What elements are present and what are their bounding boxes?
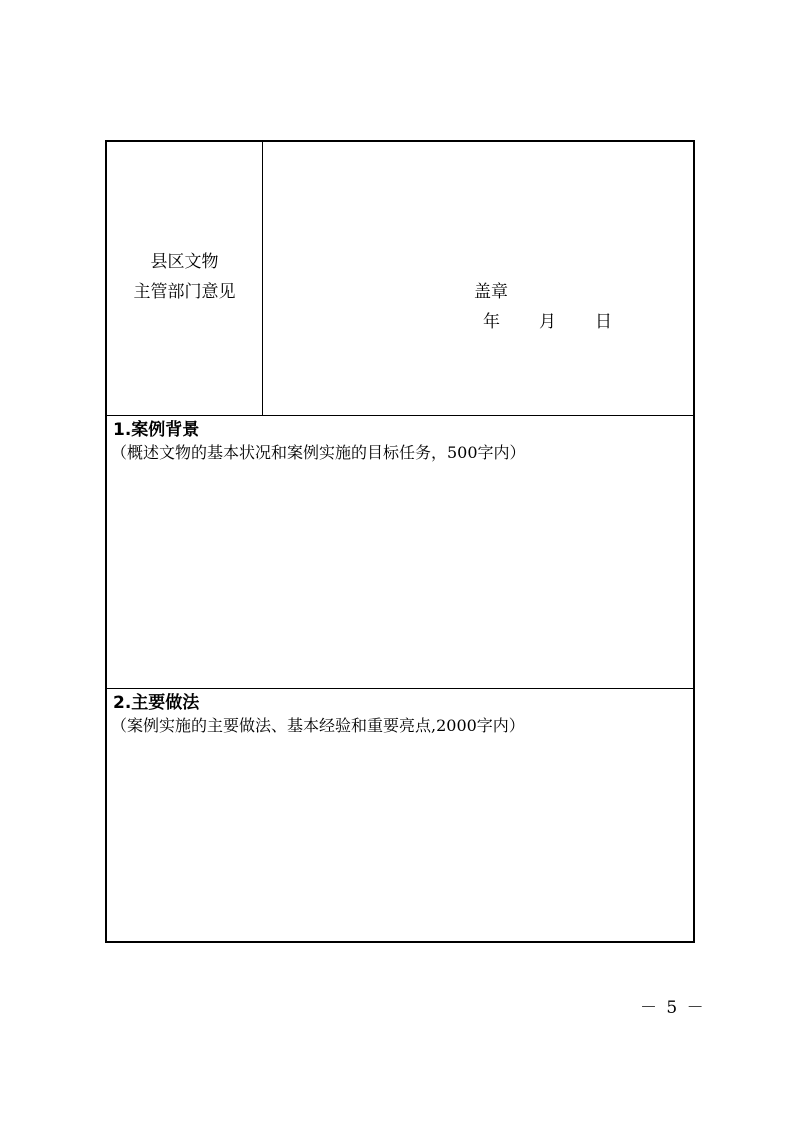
opinion-label-cell [107, 142, 263, 415]
opinion-content-cell[interactable] [263, 142, 693, 415]
section-main-practices[interactable] [107, 689, 693, 941]
section-hint: （案例实施的主要做法、基本经验和重要亮点,2000字内） [111, 716, 525, 735]
section-title: 1.案例背景 [113, 420, 200, 440]
application-form-table [105, 140, 695, 943]
page-number: － 5 － [640, 998, 706, 1018]
opinion-label-line2: 主管部门意见 [133, 282, 236, 302]
date-line [483, 308, 612, 336]
section-case-background[interactable] [107, 416, 693, 689]
seal-label: 盖章 [474, 282, 508, 302]
date-day-label: 日 [595, 312, 612, 332]
opinion-row [107, 142, 693, 416]
date-year-label: 年 [483, 312, 500, 332]
section-hint: （概述文物的基本状况和案例实施的目标任务，500字内） [111, 443, 526, 462]
opinion-label-line1: 县区文物 [150, 252, 219, 272]
date-month-label: 月 [539, 312, 556, 332]
section-title: 2.主要做法 [113, 693, 200, 713]
